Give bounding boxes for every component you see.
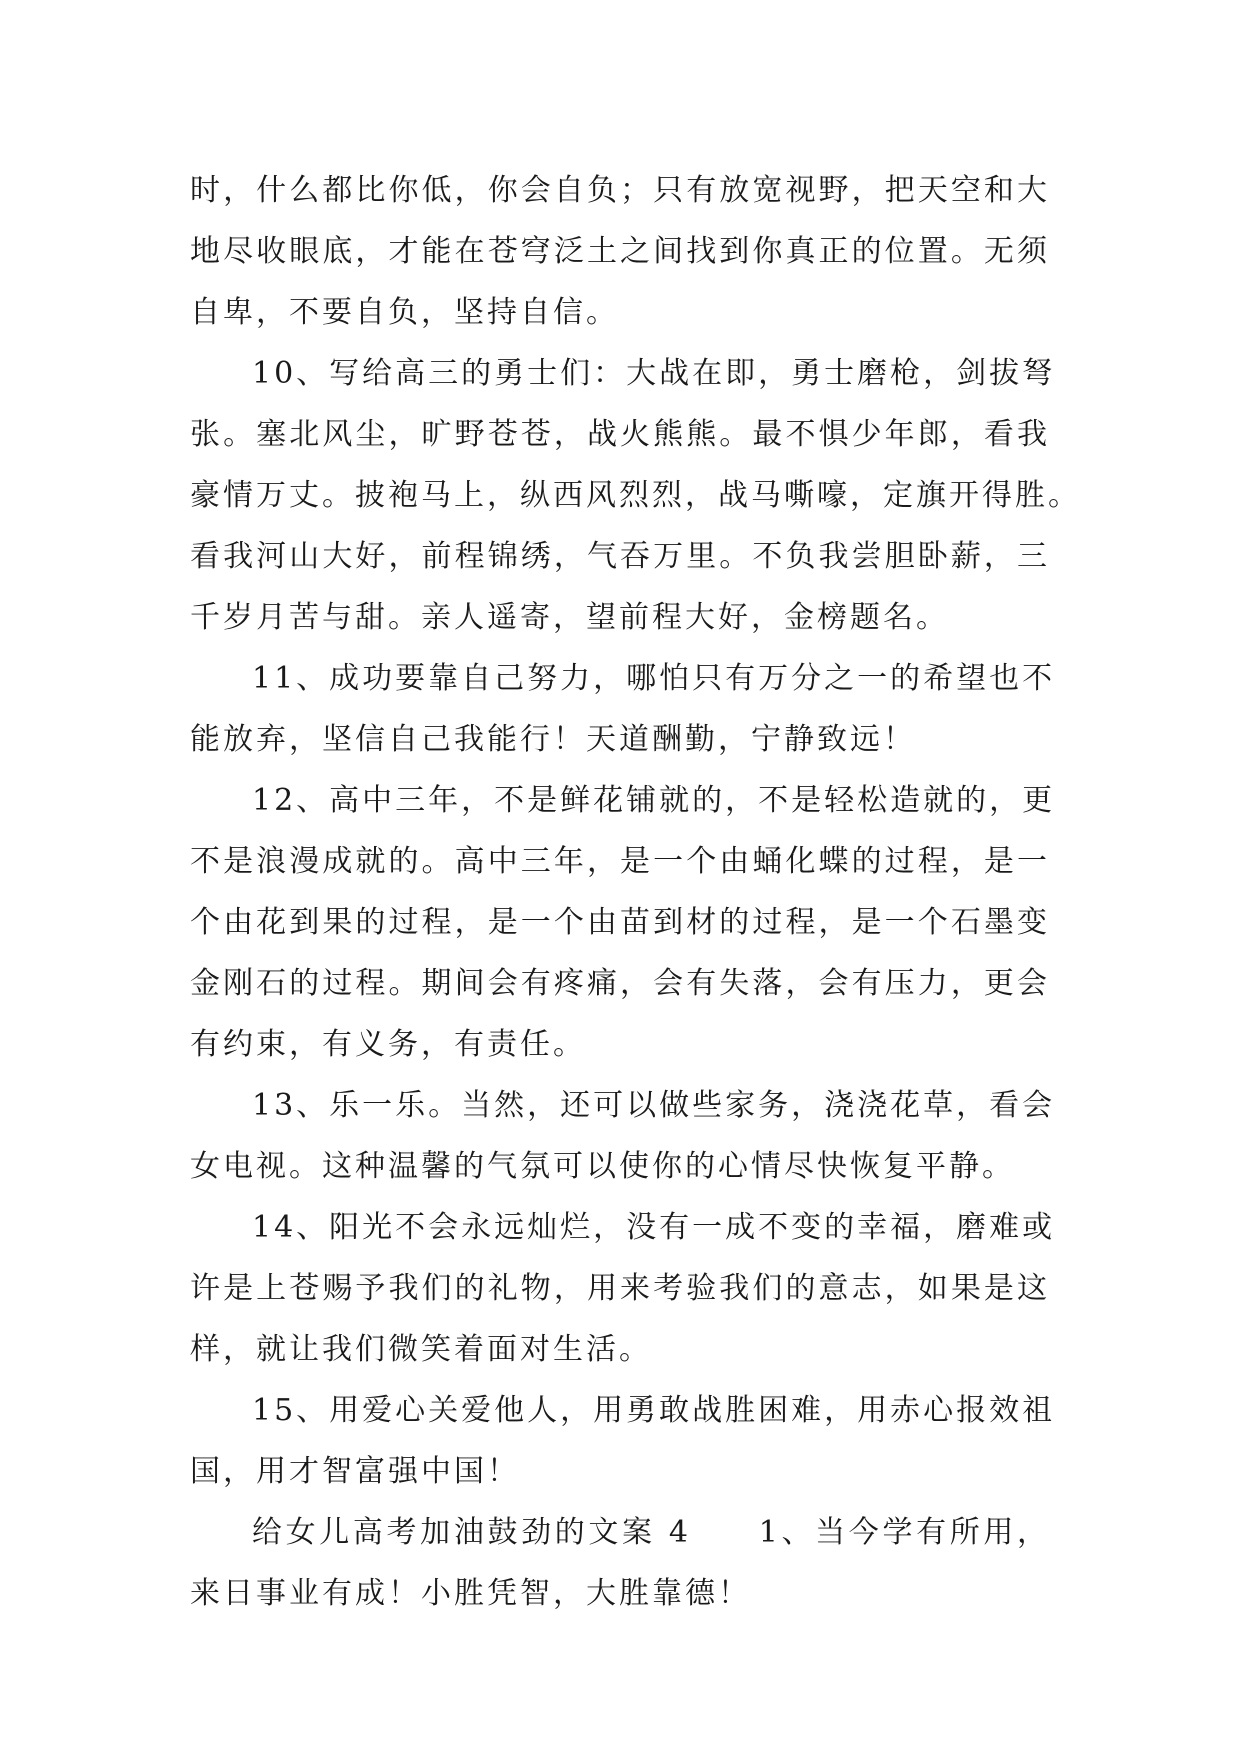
text-line: 有约束，有义务，有责任。: [190, 1027, 586, 1062]
text-line: 金刚石的过程。期间会有疼痛，会有失落，会有压力，更会: [190, 966, 1050, 1001]
text-line: 不是浪漫成就的。高中三年，是一个由蛹化蝶的过程，是一: [190, 844, 1050, 879]
text-line: 自卑，不要自负，坚持自信。: [190, 295, 619, 330]
text-line: 能放弃，坚信自己我能行！天道酬勤，宁静致远！: [190, 722, 916, 757]
text-line: 样，就让我们微笑着面对生活。: [190, 1332, 652, 1367]
text-line: 看我河山大好，前程锦绣，气吞万里。不负我尝胆卧薪，三: [190, 539, 1050, 574]
text-line: 10、写给高三的勇士们：大战在即，勇士磨枪，剑拔弩: [252, 356, 1056, 391]
text-line: 12、高中三年，不是鲜花铺就的，不是轻松造就的，更: [252, 783, 1056, 818]
text-line: 许是上苍赐予我们的礼物，用来考验我们的意志，如果是这: [190, 1271, 1050, 1306]
text-line: 来日事业有成！小胜凭智，大胜靠德！: [190, 1576, 751, 1611]
text-line: 个由花到果的过程，是一个由苗到材的过程，是一个石墨变: [190, 905, 1050, 940]
text-line: 豪情万丈。披袍马上，纵西风烈烈，战马嘶嚎，定旗开得胜。: [190, 478, 1081, 513]
text-line: 女电视。这种温馨的气氛可以使你的心情尽快恢复平静。: [190, 1149, 1015, 1184]
text-line: 千岁月苦与甜。亲人遥寄，望前程大好，金榜题名。: [190, 600, 949, 635]
text-line: 时，什么都比你低，你会自负；只有放宽视野，把天空和大: [190, 173, 1050, 208]
text-line: 国，用才智富强中国！: [190, 1454, 520, 1489]
text-line: 13、乐一乐。当然，还可以做些家务，浇浇花草，看会: [252, 1088, 1056, 1123]
text-line: 15、用爱心关爱他人，用勇敢战胜困难，用赤心报效祖: [252, 1393, 1056, 1428]
text-line: 给女儿高考加油鼓劲的文案 4 1、当今学有所用，: [252, 1515, 1050, 1550]
document-body: [190, 160, 1081, 1624]
text-line: 11、成功要靠自己努力，哪怕只有万分之一的希望也不: [252, 661, 1056, 696]
text-line: 地尽收眼底，才能在苍穹泛土之间找到你真正的位置。无须: [190, 234, 1050, 269]
text-line: 14、阳光不会永远灿烂，没有一成不变的幸福，磨难或: [252, 1210, 1056, 1245]
text-line: 张。塞北风尘，旷野苍苍，战火熊熊。最不惧少年郎，看我: [190, 417, 1050, 452]
